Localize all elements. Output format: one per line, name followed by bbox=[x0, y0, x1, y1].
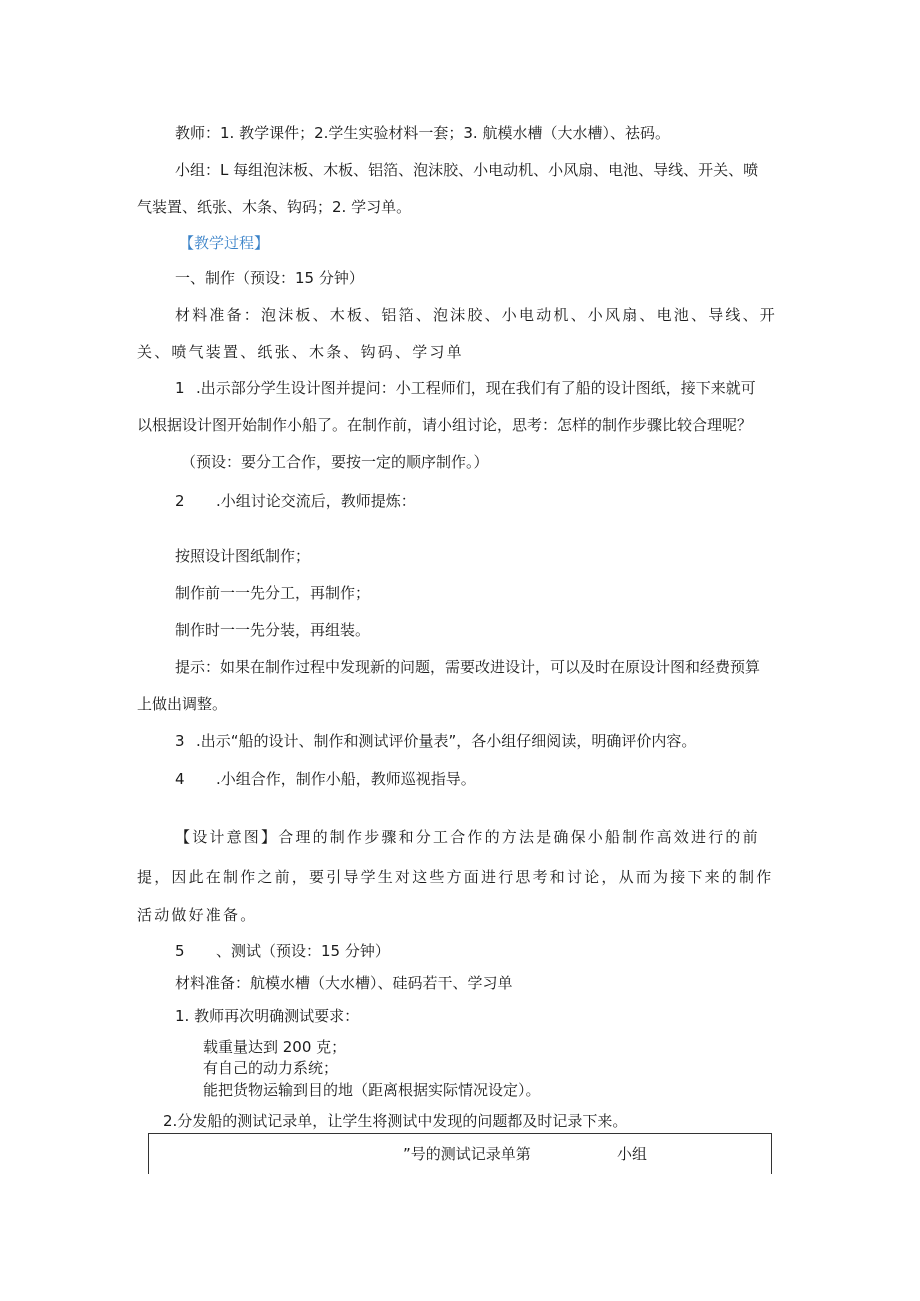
list-item-number: 5 bbox=[175, 942, 185, 960]
text-line: 【设计意图】合理的制作步骤和分工合作的方法是确保小船制作高效进行的前 bbox=[175, 828, 760, 846]
text-line: 制作时一一先分装，再组装。 bbox=[175, 621, 371, 639]
text-line: 上做出调整。 bbox=[137, 695, 228, 713]
text-line: .小组合作，制作小船，教师巡视指导。 bbox=[216, 770, 476, 788]
text-line: 按照设计图纸制作； bbox=[175, 547, 311, 565]
text-line: 材料准备：泡沫板、木板、铝箔、泡沫胶、小电动机、小风扇、电池、导线、开 bbox=[175, 306, 778, 324]
list-item-number: 3 bbox=[175, 732, 185, 750]
text-line: .出示部分学生设计图并提问：小工程师们，现在我们有了船的设计图纸，接下来就可 bbox=[196, 379, 756, 397]
text-line: 能把货物运输到目的地（距离根据实际情况设定）。 bbox=[203, 1081, 541, 1099]
subsection-heading: 、测试（预设：15 分钟） bbox=[216, 942, 390, 960]
text-line: 关、喷气装置、纸张、木条、钩码、学习单 bbox=[137, 343, 464, 361]
text-line: .出示“船的设计、制作和测试评价量表”，各小组仔细阅读，明确评价内容。 bbox=[196, 732, 697, 750]
section-heading: 【教学过程】 bbox=[179, 234, 270, 252]
text-line: 以根据设计图开始制作小船了。在制作前，请小组讨论，思考：怎样的制作步骤比较合理呢？ bbox=[137, 416, 753, 434]
subsection-heading: 一、制作（预设：15 分钟） bbox=[175, 269, 364, 287]
text-line: 活动做好准备。 bbox=[137, 906, 258, 924]
text-line: （预设：要分工合作，要按一定的顺序制作。） bbox=[181, 453, 489, 471]
table-caption: ”号的测试记录单第 bbox=[403, 1145, 531, 1163]
list-item-number: 1 bbox=[175, 379, 185, 397]
text-line: .小组讨论交流后，教师提炼： bbox=[216, 492, 416, 510]
text-line: 小组：L 每组泡沫板、木板、铝箔、泡沫胶、小电动机、小风扇、电池、导线、开关、喷 bbox=[175, 161, 759, 179]
text-line: 1. 教师再次明确测试要求： bbox=[175, 1007, 360, 1025]
test-record-table bbox=[148, 1133, 772, 1174]
table-caption-group: 小组 bbox=[617, 1145, 648, 1163]
text-line: 有自己的动力系统； bbox=[203, 1059, 339, 1077]
text-line: 材料准备：航模水槽（大水槽）、硅码若干、学习单 bbox=[175, 974, 513, 992]
text-line: 载重量达到 200 克； bbox=[203, 1038, 347, 1056]
text-line: 提，因此在制作之前，要引导学生对这些方面进行思考和讨论，从而为接下来的制作 bbox=[137, 868, 774, 886]
text-line: 2.分发船的测试记录单，让学生将测试中发现的问题都及时记录下来。 bbox=[163, 1112, 628, 1130]
text-line: 提示：如果在制作过程中发现新的问题，需要改进设计，可以及时在原设计图和经费预算 bbox=[175, 658, 761, 676]
text-line: 气装置、纸张、木条、钩码；2. 学习单。 bbox=[137, 198, 412, 216]
list-item-number: 2 bbox=[175, 492, 185, 510]
text-line: 教师：1. 教学课件；2.学生实验材料一套；3. 航模水槽（大水槽）、祛码。 bbox=[175, 124, 670, 142]
list-item-number: 4 bbox=[175, 770, 185, 788]
text-line: 制作前一一先分工，再制作； bbox=[175, 584, 371, 602]
